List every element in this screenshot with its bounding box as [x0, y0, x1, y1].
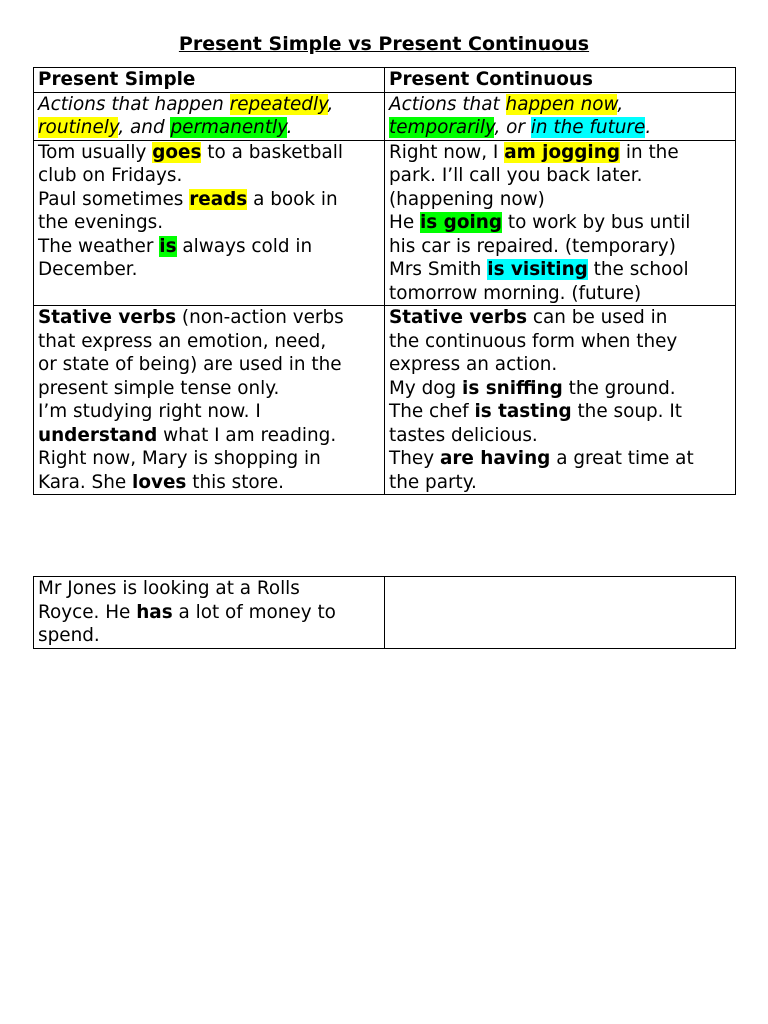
text-line [389, 353, 731, 377]
text-run: . [286, 117, 293, 138]
bold-text: understand [38, 424, 158, 446]
text-line [38, 377, 380, 401]
text-line [389, 400, 731, 424]
highlighted-text: is visiting [487, 259, 588, 280]
text-line [38, 306, 380, 330]
text-run: spend. [38, 625, 100, 646]
text-run: to a basketball [201, 141, 343, 163]
text-run: the school [587, 259, 689, 280]
text-run: a book in [247, 188, 338, 210]
page-title: Present Simple vs Present Continuous [178, 33, 590, 55]
text-run: They [389, 448, 440, 469]
highlighted-text: reads [189, 188, 248, 210]
cell-continuous-stative [385, 306, 736, 495]
highlighted-text: repeatedly [229, 93, 328, 115]
text-run: My dog [389, 377, 463, 399]
text-run: (happening now) [389, 188, 545, 210]
text-line [389, 235, 731, 259]
highlighted-text: temporarily [389, 117, 495, 138]
text-run: He [389, 212, 420, 233]
text-run: tastes delicious. [389, 424, 538, 446]
text-run: Right now, Mary is shopping in [38, 448, 321, 469]
text-run: the party. [389, 471, 477, 493]
text-run: in the [620, 141, 679, 163]
table-row-stative-verbs [34, 306, 736, 495]
table-row-exercise [34, 577, 736, 649]
bold-text: is sniffing [462, 377, 563, 399]
text-run: Mr Jones is looking at a Rolls [38, 578, 300, 599]
text-line [38, 400, 380, 424]
text-line [38, 353, 380, 377]
cell-continuous-definition [385, 92, 736, 140]
text-line [38, 164, 380, 188]
text-line [38, 93, 380, 117]
comparison-table [33, 67, 736, 495]
text-line [38, 447, 380, 471]
text-run: . [645, 117, 652, 138]
text-line [38, 188, 380, 212]
bold-text: Stative verbs [38, 307, 177, 328]
highlighted-text: in the future [530, 117, 646, 138]
text-run: club on Fridays. [38, 165, 183, 186]
highlighted-text: is [159, 235, 177, 257]
text-line [389, 377, 731, 401]
cell-simple-definition [34, 92, 385, 140]
highlighted-text: goes [152, 141, 202, 163]
text-line [389, 93, 731, 117]
text-run: the evenings. [38, 212, 164, 233]
text-line [38, 141, 380, 165]
text-run: The chef [389, 401, 475, 422]
highlighted-text: happen now [505, 93, 618, 115]
text-line [389, 471, 731, 495]
highlighted-text: is going [420, 212, 503, 233]
text-run: Paul sometimes [38, 188, 190, 210]
bold-text: Stative verbs [389, 307, 528, 328]
text-run: always cold in [176, 235, 313, 257]
header-present-simple: Present Simple [34, 68, 385, 93]
text-line [38, 116, 380, 140]
cell-simple-stative [34, 306, 385, 495]
text-run: , [327, 93, 334, 115]
text-run: present simple tense only. [38, 377, 280, 399]
text-run: that express an emotion, need, [38, 330, 327, 352]
text-line [389, 447, 731, 471]
text-line [389, 424, 731, 448]
text-run: Mrs Smith [389, 259, 488, 280]
highlighted-text: routinely [38, 117, 119, 138]
bold-text: loves [132, 471, 187, 493]
bold-text: is tasting [474, 401, 572, 422]
text-run: Actions that [389, 93, 506, 115]
text-run: to work by bus until [502, 212, 691, 233]
text-line [38, 601, 380, 625]
table-row-examples [34, 140, 736, 306]
text-line [389, 282, 731, 306]
text-line [38, 235, 380, 259]
text-run: Right now, I [389, 141, 505, 163]
bold-text: are having [439, 448, 551, 469]
text-line [389, 116, 731, 140]
text-run: I’m studying right now. I [38, 401, 261, 422]
highlighted-text: am jogging [504, 141, 620, 163]
text-run: the continuous form when they [389, 330, 678, 352]
table-header-row [34, 68, 736, 93]
highlighted-text: permanently [170, 117, 287, 138]
text-run: The weather [38, 235, 160, 257]
text-run: , [617, 93, 624, 115]
text-line [38, 624, 380, 648]
text-run: , and [118, 117, 171, 138]
text-line [38, 258, 380, 282]
text-run: or state of being) are used in the [38, 354, 342, 375]
text-run: December. [38, 259, 138, 280]
text-run: Kara. She [38, 471, 133, 493]
header-present-continuous: Present Continuous [385, 68, 736, 93]
text-line [38, 330, 380, 354]
text-run: what I am reading. [157, 424, 337, 446]
text-run: park. I’ll call you back later. [389, 165, 643, 186]
cell-continuous-examples [385, 140, 736, 306]
text-run: Royce. He [38, 601, 137, 623]
table-row-definitions [34, 92, 736, 140]
text-run: , or [494, 117, 531, 138]
cell-exercise-answer [385, 577, 736, 649]
text-run: the ground. [562, 377, 676, 399]
text-line [389, 188, 731, 212]
text-line [389, 141, 731, 165]
text-run: tomorrow morning. (future) [389, 282, 642, 304]
cell-exercise-sentence [34, 577, 385, 649]
bold-text: has [136, 601, 173, 623]
text-run: his car is repaired. (temporary) [389, 235, 676, 257]
text-line [38, 471, 380, 495]
text-line [389, 211, 731, 235]
text-run: the soup. It [571, 401, 682, 422]
text-run: (non-action verbs [176, 307, 344, 328]
text-run: a great time at [550, 448, 694, 469]
text-run: Actions that happen [38, 93, 230, 115]
text-run: a lot of money to [172, 601, 336, 623]
text-line [389, 306, 731, 330]
text-line [389, 330, 731, 354]
text-line [389, 164, 731, 188]
text-run: express an action. [389, 354, 558, 375]
cell-simple-examples [34, 140, 385, 306]
text-run: this store. [186, 471, 285, 493]
text-line [389, 258, 731, 282]
text-line [38, 424, 380, 448]
text-run: Tom usually [38, 141, 153, 163]
exercise-table [33, 576, 736, 649]
text-line [38, 577, 380, 601]
text-run: can be used in [527, 307, 668, 328]
text-line [38, 211, 380, 235]
